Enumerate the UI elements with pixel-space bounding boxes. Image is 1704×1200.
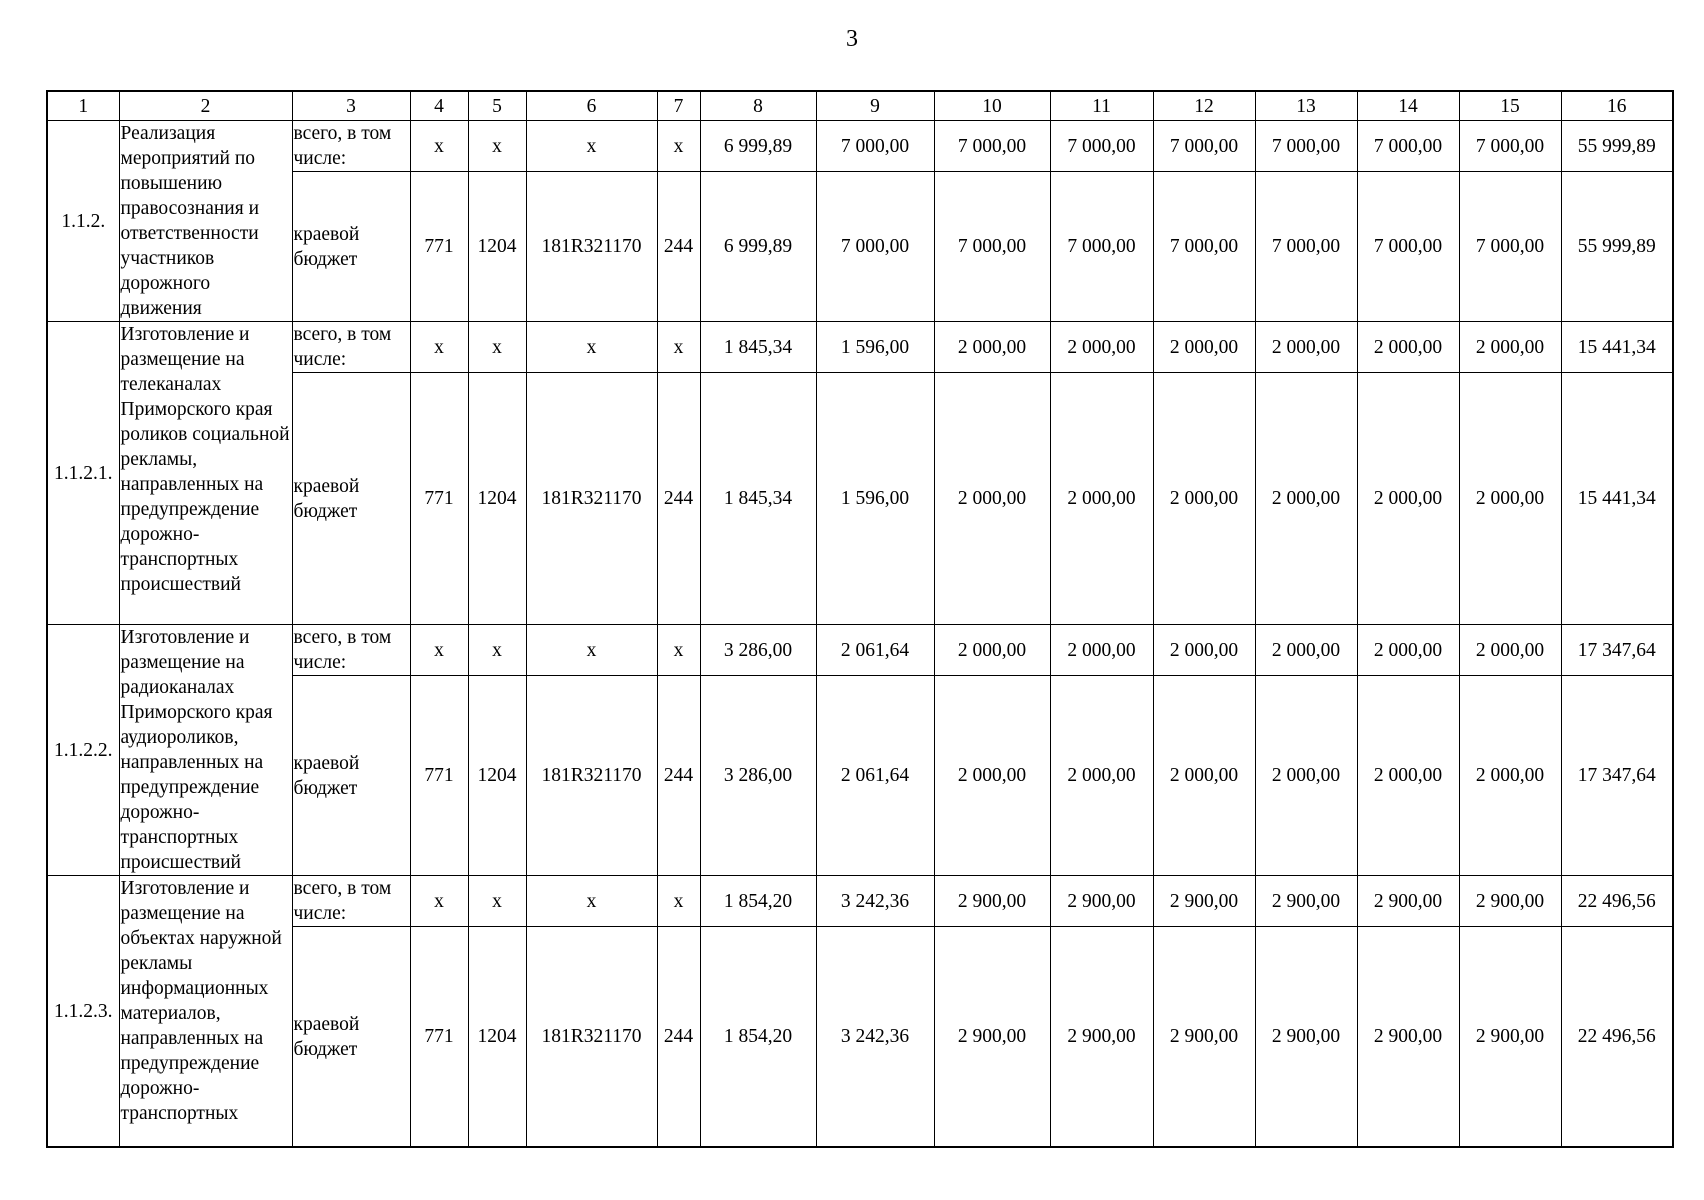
amount-cell: 1 845,34 [700,322,816,373]
section-code: х [468,625,526,676]
header-cell: 12 [1153,91,1255,121]
target-article: х [526,322,657,373]
amount-cell: 2 000,00 [1050,625,1153,676]
item-name: Изготовление и размещение на радиоканалах Приморского края аудиороликов, направленных на предупреждение дорожно-транспортных происшествий [119,625,292,876]
item-name: Изготовление и размещение на объектах наружной рекламы информационных материалов, направленных на предупреждение дорожно-транспортных [119,876,292,1147]
funding-kind: всего, в том числе: [292,876,410,927]
amount-cell: 7 000,00 [1459,172,1561,322]
amount-cell: 2 000,00 [1357,676,1459,876]
amount-cell: 1 854,20 [700,876,816,927]
header-cell: 14 [1357,91,1459,121]
header-cell: 6 [526,91,657,121]
amount-cell: 2 000,00 [1153,373,1255,625]
expense-type: 244 [657,676,700,876]
amount-cell: 2 000,00 [934,373,1050,625]
expense-type: 244 [657,927,700,1147]
grbs-code: х [410,121,468,172]
amount-cell: 2 900,00 [1153,876,1255,927]
amount-cell: 2 000,00 [1357,625,1459,676]
header-cell: 4 [410,91,468,121]
amount-cell: 2 000,00 [1459,676,1561,876]
amount-cell: 3 242,36 [816,927,934,1147]
amount-cell: 2 900,00 [1357,876,1459,927]
amount-cell: 7 000,00 [934,121,1050,172]
amount-cell: 7 000,00 [1255,121,1357,172]
amount-cell: 17 347,64 [1561,676,1673,876]
target-article: х [526,625,657,676]
header-cell: 15 [1459,91,1561,121]
header-cell: 1 [47,91,119,121]
funding-kind: всего, в том числе: [292,322,410,373]
target-article: 181R321170 [526,676,657,876]
header-cell: 16 [1561,91,1673,121]
amount-cell: 2 000,00 [1255,373,1357,625]
amount-cell: 1 596,00 [816,373,934,625]
header-cell: 3 [292,91,410,121]
amount-cell: 2 900,00 [1153,927,1255,1147]
item-code: 1.1.2.2. [47,625,119,876]
header-cell: 5 [468,91,526,121]
funding-kind: краевой бюджет [292,927,410,1147]
amount-cell: 2 900,00 [934,876,1050,927]
grbs-code: 771 [410,676,468,876]
item-code: 1.1.2.1. [47,322,119,625]
amount-cell: 15 441,34 [1561,322,1673,373]
amount-cell: 2 000,00 [934,625,1050,676]
amount-cell: 7 000,00 [816,121,934,172]
amount-cell: 15 441,34 [1561,373,1673,625]
table-row-total [47,876,1673,927]
amount-cell: 2 000,00 [1357,373,1459,625]
amount-cell: 2 000,00 [1050,676,1153,876]
expense-type: 244 [657,172,700,322]
amount-cell: 2 900,00 [1255,927,1357,1147]
section-code: 1204 [468,172,526,322]
budget-table [46,90,1674,1148]
section-code: 1204 [468,373,526,625]
amount-cell: 2 000,00 [934,676,1050,876]
target-article: 181R321170 [526,172,657,322]
amount-cell: 7 000,00 [1153,121,1255,172]
amount-cell: 2 000,00 [1050,373,1153,625]
item-code: 1.1.2.3. [47,876,119,1147]
amount-cell: 2 000,00 [1255,322,1357,373]
header-row [47,91,1673,121]
amount-cell: 2 900,00 [934,927,1050,1147]
amount-cell: 55 999,89 [1561,121,1673,172]
section-code: х [468,322,526,373]
grbs-code: х [410,322,468,373]
amount-cell: 55 999,89 [1561,172,1673,322]
amount-cell: 7 000,00 [934,172,1050,322]
amount-cell: 2 000,00 [1459,373,1561,625]
amount-cell: 7 000,00 [1050,172,1153,322]
funding-kind: краевой бюджет [292,676,410,876]
amount-cell: 1 854,20 [700,927,816,1147]
amount-cell: 2 900,00 [1050,927,1153,1147]
amount-cell: 7 000,00 [1255,172,1357,322]
expense-type: х [657,876,700,927]
funding-kind: краевой бюджет [292,373,410,625]
header-cell: 9 [816,91,934,121]
amount-cell: 2 900,00 [1357,927,1459,1147]
amount-cell: 2 900,00 [1459,876,1561,927]
grbs-code: 771 [410,172,468,322]
item-name: Реализация мероприятий по повышению правосознания и ответственности участников дорожного движения [119,121,292,322]
expense-type: х [657,322,700,373]
target-article: х [526,121,657,172]
header-cell: 2 [119,91,292,121]
expense-type: х [657,625,700,676]
amount-cell: 2 000,00 [1357,322,1459,373]
amount-cell: 22 496,56 [1561,927,1673,1147]
amount-cell: 22 496,56 [1561,876,1673,927]
header-cell: 10 [934,91,1050,121]
amount-cell: 3 242,36 [816,876,934,927]
amount-cell: 2 900,00 [1050,876,1153,927]
header-cell: 13 [1255,91,1357,121]
section-code: 1204 [468,676,526,876]
section-code: 1204 [468,927,526,1147]
target-article: х [526,876,657,927]
header-cell: 11 [1050,91,1153,121]
amount-cell: 3 286,00 [700,676,816,876]
amount-cell: 7 000,00 [1050,121,1153,172]
grbs-code: х [410,876,468,927]
section-code: х [468,121,526,172]
amount-cell: 7 000,00 [1459,121,1561,172]
amount-cell: 2 000,00 [1459,625,1561,676]
funding-kind: краевой бюджет [292,172,410,322]
funding-kind: всего, в том числе: [292,121,410,172]
amount-cell: 17 347,64 [1561,625,1673,676]
amount-cell: 7 000,00 [1153,172,1255,322]
amount-cell: 2 000,00 [934,322,1050,373]
grbs-code: х [410,625,468,676]
item-code: 1.1.2. [47,121,119,322]
page-number: 3 [846,26,858,52]
amount-cell: 6 999,89 [700,172,816,322]
amount-cell: 2 000,00 [1153,625,1255,676]
amount-cell: 2 061,64 [816,625,934,676]
amount-cell: 2 000,00 [1255,676,1357,876]
amount-cell: 2 000,00 [1153,322,1255,373]
funding-kind: всего, в том числе: [292,625,410,676]
grbs-code: 771 [410,927,468,1147]
item-name: Изготовление и размещение на телеканалах Приморского края роликов социальной рекламы, направленных на предупреждение дорожно-транспортных происшествий [119,322,292,625]
table-row-total [47,121,1673,172]
header-cell: 7 [657,91,700,121]
amount-cell: 7 000,00 [1357,172,1459,322]
expense-type: 244 [657,373,700,625]
amount-cell: 1 596,00 [816,322,934,373]
table-row-total [47,625,1673,676]
amount-cell: 7 000,00 [816,172,934,322]
target-article: 181R321170 [526,927,657,1147]
grbs-code: 771 [410,373,468,625]
amount-cell: 3 286,00 [700,625,816,676]
target-article: 181R321170 [526,373,657,625]
amount-cell: 7 000,00 [1357,121,1459,172]
amount-cell: 2 900,00 [1255,876,1357,927]
amount-cell: 2 000,00 [1459,322,1561,373]
amount-cell: 6 999,89 [700,121,816,172]
amount-cell: 2 000,00 [1255,625,1357,676]
amount-cell: 2 061,64 [816,676,934,876]
amount-cell: 2 000,00 [1050,322,1153,373]
header-cell: 8 [700,91,816,121]
section-code: х [468,876,526,927]
amount-cell: 1 845,34 [700,373,816,625]
amount-cell: 2 900,00 [1459,927,1561,1147]
table-row-total [47,322,1673,373]
expense-type: х [657,121,700,172]
amount-cell: 2 000,00 [1153,676,1255,876]
